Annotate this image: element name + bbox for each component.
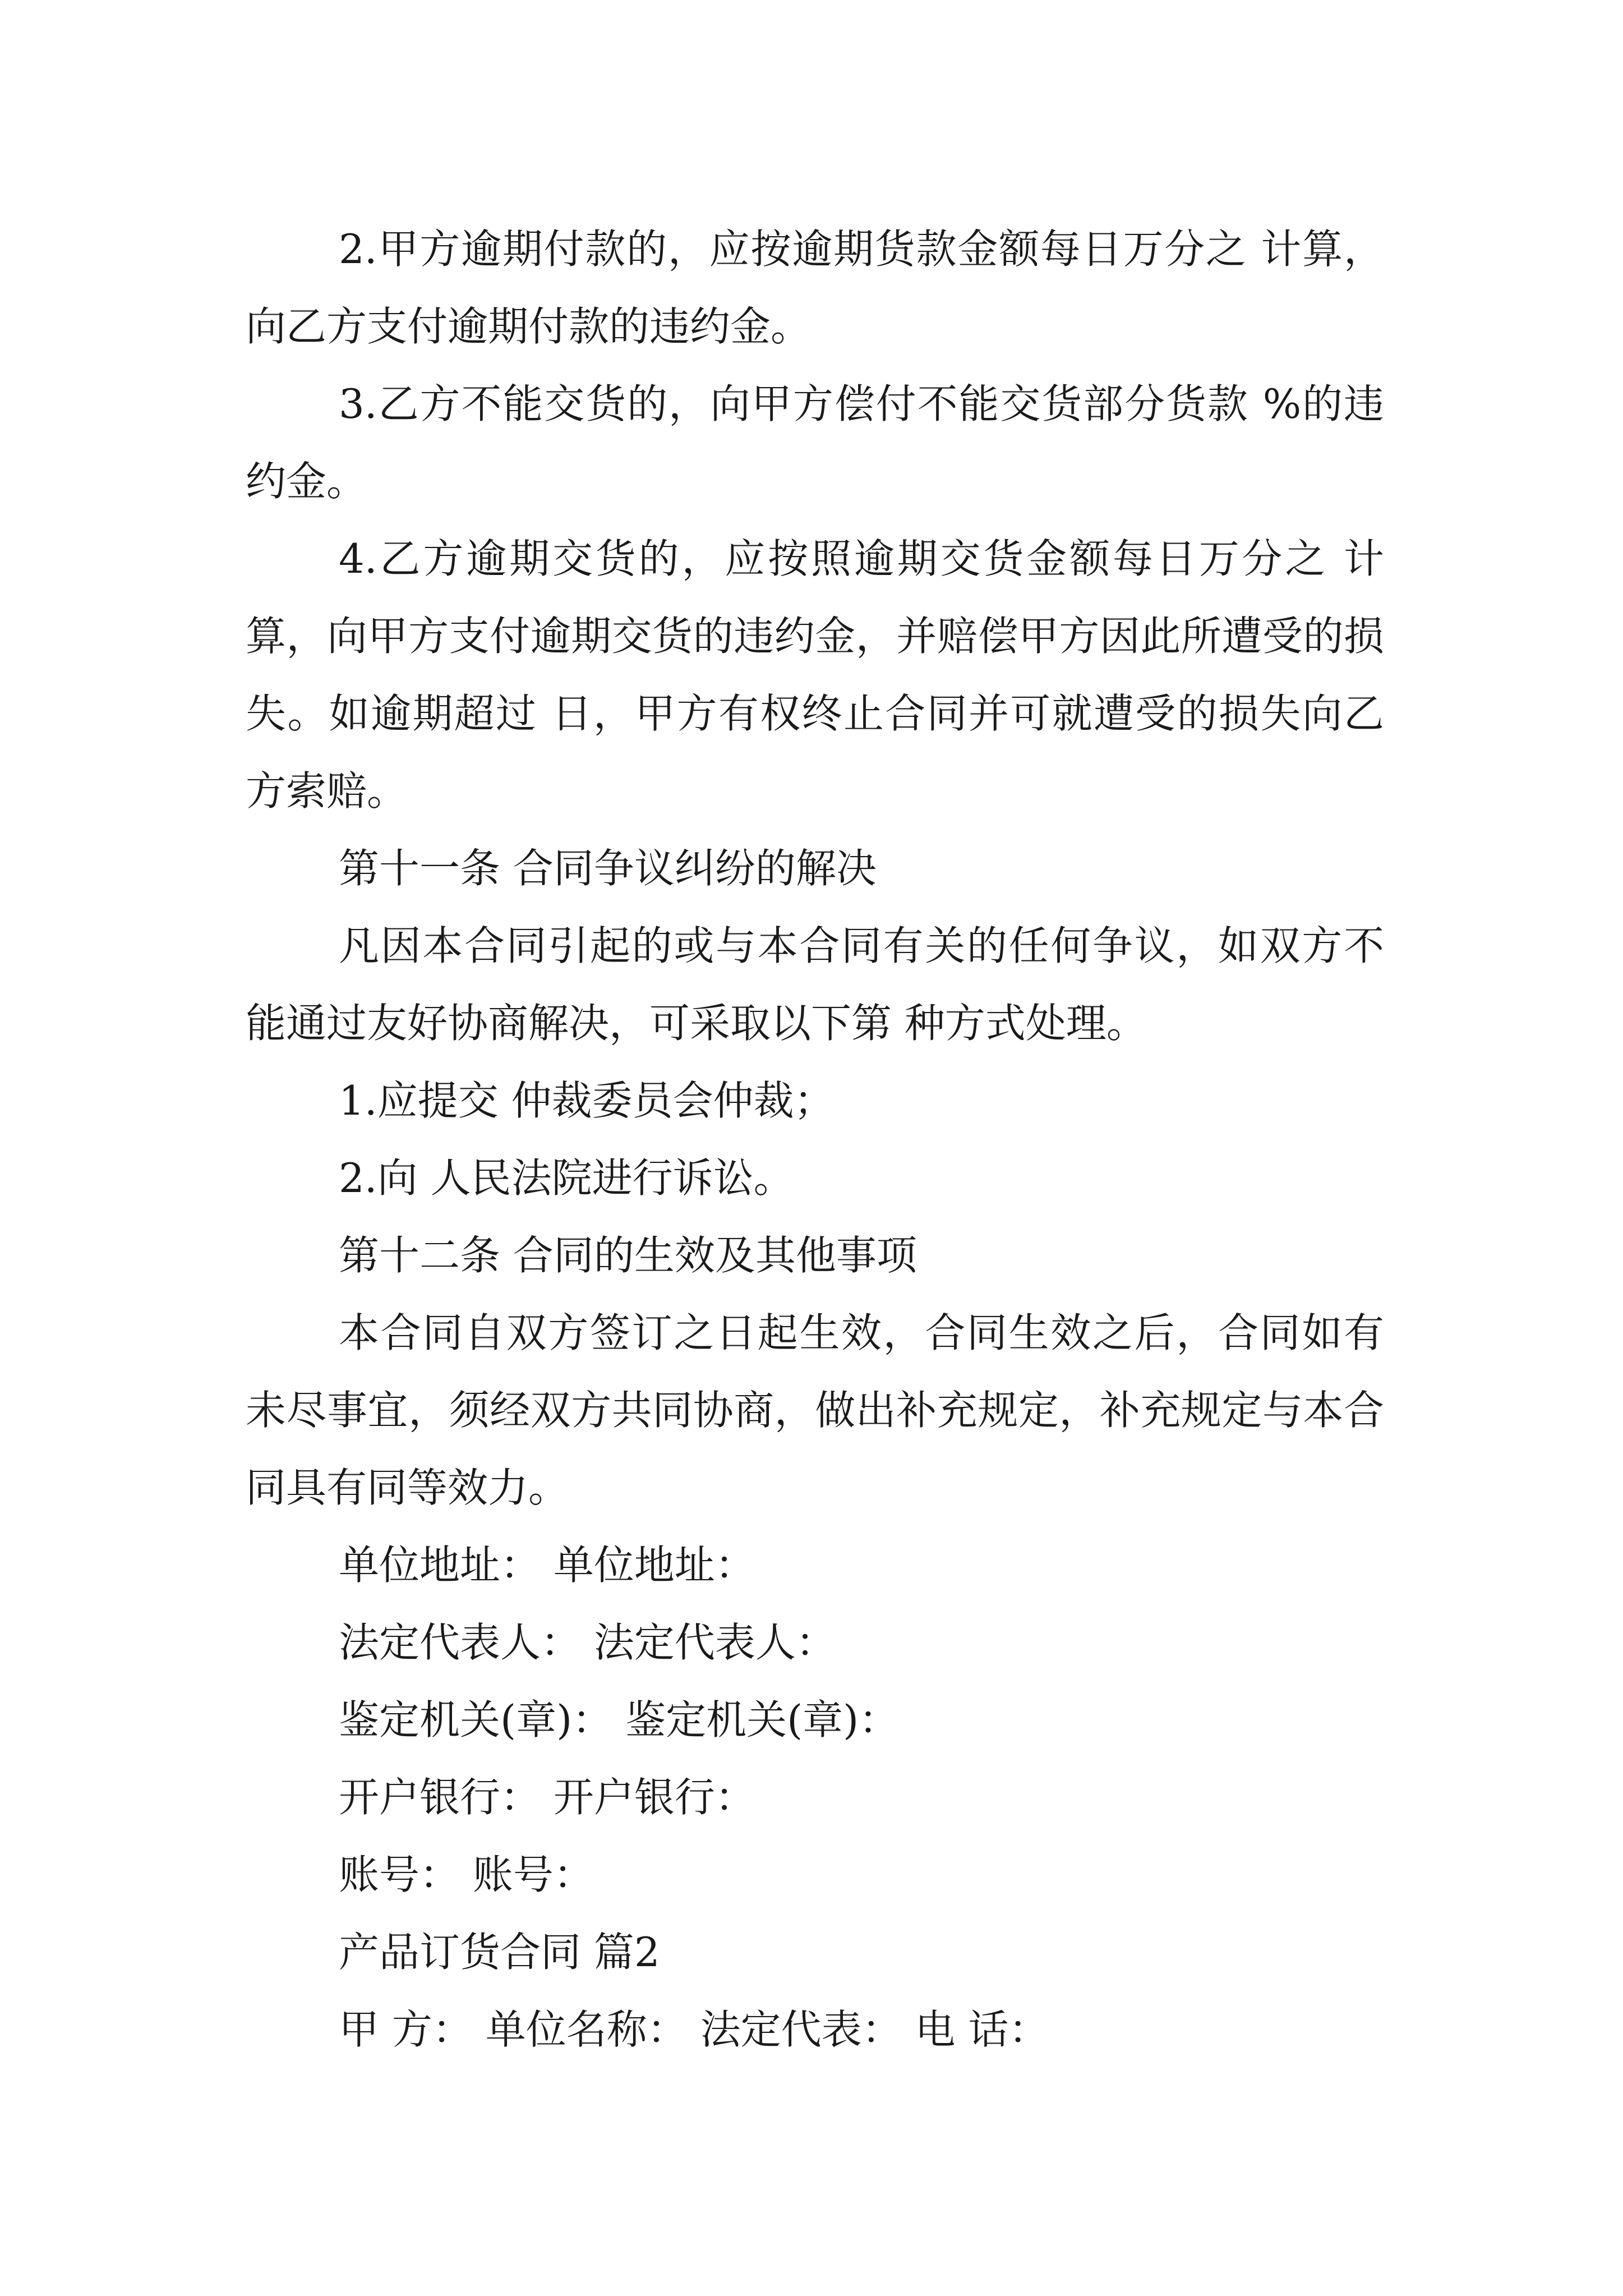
field-legal-representative: 法定代表人： 法定代表人：: [339, 1619, 836, 1666]
field-address: 单位地址： 单位地址：: [339, 1542, 755, 1589]
field-account: 账号： 账号：: [339, 1851, 594, 1898]
field-authority-seal: 鉴定机关(章)： 鉴定机关(章)：: [339, 1696, 900, 1743]
field-bank: 开户银行： 开户银行：: [339, 1774, 755, 1821]
section-title-contract-2: 产品订货合同 篇2: [339, 1929, 660, 1976]
paragraph-dispute: 凡因本合同引起的或与本合同有关的任何争议，如双方不能通过友好协商解决，可采取以下第 种方式处理。: [246, 922, 1384, 1047]
party-a-fields: 甲 方： 单位名称： 法定代表： 电 话：: [339, 2006, 1049, 2053]
paragraph-arbitration: 1.应提交 仲裁委员会仲裁；: [339, 1077, 834, 1124]
document-body: [246, 210, 1384, 2068]
paragraph-effectiveness: 本合同自双方签订之日起生效，合同生效之后，合同如有未尽事宜，须经双方共同协商，做出补充规定，补充规定与本合同具有同等效力。: [246, 1309, 1384, 1511]
paragraph-litigation: 2.向 人民法院进行诉讼。: [339, 1154, 794, 1202]
paragraph-non-delivery: 3.乙方不能交货的，向甲方偿付不能交货部分货款 %的违约金。: [246, 380, 1384, 505]
article-12-heading: 第十二条 合同的生效及其他事项: [339, 1232, 917, 1279]
paragraph-late-delivery: 4.乙方逾期交货的，应按照逾期交货金额每日万分之 计算，向甲方支付逾期交货的违约金，并赔偿甲方因此所遭受的损失。如逾期超过 日，甲方有权终止合同并可就遭受的损失向乙方索赔。: [246, 535, 1384, 815]
paragraph-late-payment: 2.甲方逾期付款的，应按逾期货款金额每日万分之 计算，向乙方支付逾期付款的违约金。: [246, 226, 1384, 350]
article-11-heading: 第十一条 合同争议纠纷的解决: [339, 845, 877, 892]
